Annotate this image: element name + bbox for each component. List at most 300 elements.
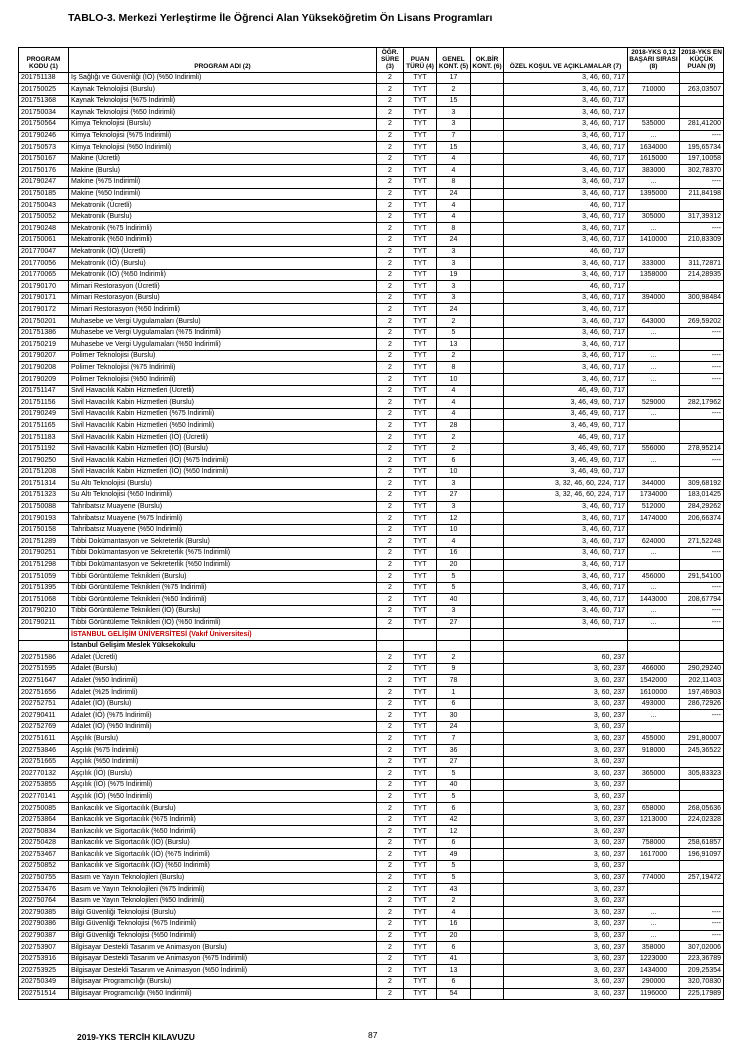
- cell-extra-quota: [471, 837, 504, 849]
- cell-min-score: [680, 304, 724, 316]
- cell-extra-quota: [471, 884, 504, 896]
- cell-min-score: 269,59202: [680, 316, 724, 328]
- cell-score-type: TYT: [404, 965, 437, 977]
- cell-extra-quota: [471, 965, 504, 977]
- cell-program-name: Mekatronik (İÖ) (Burslu): [69, 258, 377, 270]
- cell-success-rank: 1474000: [628, 513, 680, 525]
- cell-extra-quota: [471, 976, 504, 988]
- cell-score-type: TYT: [404, 791, 437, 803]
- cell-success-rank: 1634000: [628, 142, 680, 154]
- cell-success-rank: [628, 304, 680, 316]
- cell-conditions: 3, 60, 237: [504, 814, 628, 826]
- cell-program-name: Adalet (İÖ) (Burslu): [69, 698, 377, 710]
- cell-min-score: 278,95214: [680, 443, 724, 455]
- cell-score-type: TYT: [404, 687, 437, 699]
- cell-extra-quota: [471, 524, 504, 536]
- cell-general-quota: 3: [437, 258, 471, 270]
- cell-extra-quota: [471, 455, 504, 467]
- cell-duration: 2: [377, 316, 404, 328]
- cell-program-code: 201750052: [19, 211, 69, 223]
- cell-program-code: 201790172: [19, 304, 69, 316]
- table-row: [19, 687, 724, 699]
- cell-general-quota: 2: [437, 316, 471, 328]
- cell-score-type: TYT: [404, 188, 437, 200]
- cell-general-quota: 19: [437, 269, 471, 281]
- cell-duration: 2: [377, 988, 404, 1000]
- table-row: [19, 826, 724, 838]
- cell-general-quota: 54: [437, 988, 471, 1000]
- cell-min-score: [680, 721, 724, 733]
- cell-score-type: TYT: [404, 547, 437, 559]
- cell-program-name: Tıbbi Görüntüleme Teknikleri (%50 İndirimli): [69, 594, 377, 606]
- cell-program-code: 201750573: [19, 142, 69, 154]
- table-row: [19, 733, 724, 745]
- cell-program-name: Mimari Restorasyon (Ücretli): [69, 281, 377, 293]
- cell-conditions: 3, 46, 60, 717: [504, 211, 628, 223]
- cell-duration: 2: [377, 188, 404, 200]
- cell-program-name: Polimer Teknolojisi (%50 İndirimli): [69, 374, 377, 386]
- cell-min-score: 245,36522: [680, 745, 724, 757]
- cell-min-score: ----: [680, 605, 724, 617]
- cell-duration: 2: [377, 513, 404, 525]
- cell-conditions: 3, 46, 60, 717: [504, 339, 628, 351]
- cell-program-code: 201750061: [19, 234, 69, 246]
- cell-program-name: Adalet (%25 İndirimli): [69, 687, 377, 699]
- cell-program-name: Basım ve Yayın Teknolojileri (%75 İndirimli): [69, 884, 377, 896]
- cell-conditions: 60, 237: [504, 652, 628, 664]
- cell-duration: 2: [377, 327, 404, 339]
- cell-min-score: [680, 95, 724, 107]
- cell-program-code: 201750025: [19, 84, 69, 96]
- cell-score-type: TYT: [404, 814, 437, 826]
- cell-general-quota: 24: [437, 188, 471, 200]
- cell-extra-quota: [471, 652, 504, 664]
- cell-duration: 2: [377, 223, 404, 235]
- cell-min-score: 286,72926: [680, 698, 724, 710]
- cell-program-name: Mekatronik (%50 İndirimli): [69, 234, 377, 246]
- cell-success-rank: [628, 246, 680, 258]
- cell-extra-quota: [471, 258, 504, 270]
- cell-success-rank: ...: [628, 918, 680, 930]
- cell-conditions: 3, 60, 237: [504, 965, 628, 977]
- cell-general-quota: 15: [437, 95, 471, 107]
- cell-min-score: 211,84198: [680, 188, 724, 200]
- cell-program-name: Aşçılık (İÖ) (Burslu): [69, 768, 377, 780]
- cell-program-name: Tıbbi Görüntüleme Teknikleri (İÖ) (Burslu): [69, 605, 377, 617]
- cell-min-score: [680, 466, 724, 478]
- cell-conditions: 3, 46, 60, 717: [504, 362, 628, 374]
- cell-program-code: 202751586: [19, 652, 69, 664]
- table-row: [19, 339, 724, 351]
- cell-success-rank: 394000: [628, 292, 680, 304]
- cell-extra-quota: [471, 374, 504, 386]
- cell-extra-quota: [471, 756, 504, 768]
- cell-duration: 2: [377, 72, 404, 84]
- cell-program-code: 201790193: [19, 513, 69, 525]
- cell-extra-quota: [471, 362, 504, 374]
- table-row: [19, 165, 724, 177]
- cell-score-type: TYT: [404, 942, 437, 954]
- table-row: [19, 605, 724, 617]
- cell-duration: 2: [377, 455, 404, 467]
- cell-min-score: [680, 524, 724, 536]
- cell-duration: 2: [377, 860, 404, 872]
- table-row: [19, 72, 724, 84]
- cell-program-name: Bilgisayar Destekli Tasarım ve Animasyon (%50 İndirimli): [69, 965, 377, 977]
- cell-success-rank: ...: [628, 710, 680, 722]
- cell-success-rank: [628, 652, 680, 664]
- cell-conditions: 3, 46, 60, 717: [504, 223, 628, 235]
- cell-duration: 2: [377, 698, 404, 710]
- cell-success-rank: ...: [628, 362, 680, 374]
- cell-score-type: TYT: [404, 107, 437, 119]
- cell-min-score: [680, 246, 724, 258]
- cell-general-quota: 4: [437, 385, 471, 397]
- cell-extra-quota: [471, 211, 504, 223]
- cell-success-rank: ...: [628, 907, 680, 919]
- cell-success-rank: ...: [628, 374, 680, 386]
- cell-success-rank: ...: [628, 455, 680, 467]
- cell-score-type: TYT: [404, 721, 437, 733]
- cell-extra-quota: [471, 246, 504, 258]
- cell-extra-quota: [471, 698, 504, 710]
- cell-conditions: 3, 60, 237: [504, 698, 628, 710]
- cell-duration: 2: [377, 420, 404, 432]
- cell-program-name: Mekatronik (İÖ) (%50 İndirimli): [69, 269, 377, 281]
- cell-success-rank: 512000: [628, 501, 680, 513]
- cell-success-rank: ...: [628, 327, 680, 339]
- cell-program-name: Sivil Havacılık Kabin Hizmetleri (İÖ) (%75 İndirimli): [69, 455, 377, 467]
- cell-program-name: Tıbbi Görüntüleme Teknikleri (Burslu): [69, 571, 377, 583]
- cell-program-code: 202752751: [19, 698, 69, 710]
- cell-conditions: 46, 60, 717: [504, 200, 628, 212]
- table-row: [19, 176, 724, 188]
- cell-general-quota: [437, 629, 471, 641]
- cell-program-code: 202750764: [19, 895, 69, 907]
- cell-duration: 2: [377, 849, 404, 861]
- cell-conditions: 3, 60, 237: [504, 884, 628, 896]
- cell-min-score: 224,02328: [680, 814, 724, 826]
- footer-guide-title: 2019-YKS TERCİH KILAVUZU: [77, 1032, 195, 1042]
- cell-duration: 2: [377, 826, 404, 838]
- cell-general-quota: 3: [437, 246, 471, 258]
- cell-extra-quota: [471, 466, 504, 478]
- cell-score-type: TYT: [404, 350, 437, 362]
- table-row: [19, 768, 724, 780]
- cell-extra-quota: [471, 675, 504, 687]
- cell-success-rank: [628, 385, 680, 397]
- cell-min-score: ----: [680, 710, 724, 722]
- cell-min-score: 307,02006: [680, 942, 724, 954]
- cell-min-score: ----: [680, 176, 724, 188]
- cell-score-type: TYT: [404, 663, 437, 675]
- cell-success-rank: ...: [628, 176, 680, 188]
- cell-min-score: 311,72871: [680, 258, 724, 270]
- cell-duration: 2: [377, 582, 404, 594]
- cell-score-type: TYT: [404, 455, 437, 467]
- table-row: [19, 362, 724, 374]
- cell-success-rank: 535000: [628, 118, 680, 130]
- table-row: [19, 234, 724, 246]
- cell-conditions: [504, 629, 628, 641]
- cell-program-code: 201751368: [19, 95, 69, 107]
- cell-duration: 2: [377, 814, 404, 826]
- cell-conditions: 3, 46, 60, 717: [504, 258, 628, 270]
- cell-duration: 2: [377, 501, 404, 513]
- header-program-code: PROGRAM KODU (1): [19, 48, 69, 73]
- table-row: [19, 408, 724, 420]
- table-row: [19, 536, 724, 548]
- cell-general-quota: 8: [437, 176, 471, 188]
- table-row: [19, 211, 724, 223]
- page-number: 87: [368, 1030, 378, 1040]
- cell-duration: 2: [377, 165, 404, 177]
- cell-program-name: Tıbbi Görüntüleme Teknikleri (%75 İndirimli): [69, 582, 377, 594]
- cell-program-name: Bilgisayar Programcılığı (Burslu): [69, 976, 377, 988]
- cell-extra-quota: [471, 304, 504, 316]
- cell-program-code: 202753907: [19, 942, 69, 954]
- cell-duration: 2: [377, 478, 404, 490]
- cell-extra-quota: [471, 687, 504, 699]
- cell-success-rank: ...: [628, 350, 680, 362]
- cell-extra-quota: [471, 942, 504, 954]
- cell-program-code: 202751514: [19, 988, 69, 1000]
- cell-min-score: ----: [680, 408, 724, 420]
- cell-program-code: 201790250: [19, 455, 69, 467]
- cell-extra-quota: [471, 176, 504, 188]
- cell-duration: 2: [377, 756, 404, 768]
- cell-conditions: 3, 46, 60, 717: [504, 327, 628, 339]
- table-row: [19, 292, 724, 304]
- cell-program-name: Aşçılık (İÖ) (%50 İndirimli): [69, 791, 377, 803]
- cell-score-type: TYT: [404, 976, 437, 988]
- cell-conditions: 3, 46, 60, 717: [504, 188, 628, 200]
- cell-success-rank: [628, 791, 680, 803]
- cell-conditions: 3, 60, 237: [504, 803, 628, 815]
- table-row: [19, 976, 724, 988]
- cell-extra-quota: [471, 918, 504, 930]
- cell-conditions: 3, 46, 60, 717: [504, 350, 628, 362]
- cell-conditions: 3, 46, 60, 717: [504, 594, 628, 606]
- cell-program-code: 202753925: [19, 965, 69, 977]
- cell-score-type: TYT: [404, 316, 437, 328]
- cell-min-score: ----: [680, 918, 724, 930]
- cell-min-score: [680, 860, 724, 872]
- cell-program-name: Makine (Burslu): [69, 165, 377, 177]
- cell-program-code: 201750201: [19, 316, 69, 328]
- cell-program-code: 201790207: [19, 350, 69, 362]
- cell-general-quota: 6: [437, 698, 471, 710]
- cell-program-name: İş Sağlığı ve Güvenliği (İÖ) (%50 İndirimli): [69, 72, 377, 84]
- cell-duration: 2: [377, 547, 404, 559]
- cell-score-type: TYT: [404, 84, 437, 96]
- cell-min-score: ----: [680, 907, 724, 919]
- cell-min-score: 291,54100: [680, 571, 724, 583]
- cell-extra-quota: [471, 107, 504, 119]
- table-row: [19, 652, 724, 664]
- cell-duration: 2: [377, 292, 404, 304]
- cell-extra-quota: [471, 165, 504, 177]
- cell-program-code: 201751208: [19, 466, 69, 478]
- cell-extra-quota: [471, 907, 504, 919]
- cell-conditions: 3, 46, 60, 717: [504, 513, 628, 525]
- cell-min-score: ----: [680, 223, 724, 235]
- cell-success-rank: ...: [628, 930, 680, 942]
- school-row: [19, 640, 724, 652]
- cell-general-quota: 24: [437, 721, 471, 733]
- cell-score-type: [404, 640, 437, 652]
- cell-score-type: TYT: [404, 930, 437, 942]
- cell-success-rank: 774000: [628, 872, 680, 884]
- cell-duration: 2: [377, 779, 404, 791]
- table-row: [19, 281, 724, 293]
- cell-success-rank: 1615000: [628, 153, 680, 165]
- cell-extra-quota: [471, 536, 504, 548]
- cell-program-code: 201790246: [19, 130, 69, 142]
- cell-success-rank: [628, 524, 680, 536]
- cell-extra-quota: [471, 385, 504, 397]
- cell-program-code: 201790211: [19, 617, 69, 629]
- table-row: [19, 582, 724, 594]
- cell-conditions: 3, 60, 237: [504, 976, 628, 988]
- cell-score-type: TYT: [404, 872, 437, 884]
- cell-program-code: 202750755: [19, 872, 69, 884]
- cell-min-score: 197,46903: [680, 687, 724, 699]
- cell-program-code: 201751289: [19, 536, 69, 548]
- cell-extra-quota: [471, 617, 504, 629]
- cell-program-code: 202753864: [19, 814, 69, 826]
- cell-program-name: Sivil Havacılık Kabin Hizmetleri (İÖ) (%50 İndirimli): [69, 466, 377, 478]
- cell-general-quota: 12: [437, 513, 471, 525]
- table-row: [19, 791, 724, 803]
- cell-duration: 2: [377, 176, 404, 188]
- cell-duration: 2: [377, 918, 404, 930]
- cell-duration: 2: [377, 976, 404, 988]
- cell-general-quota: 78: [437, 675, 471, 687]
- cell-score-type: TYT: [404, 652, 437, 664]
- cell-program-name: Mekatronik (%75 İndirimli): [69, 223, 377, 235]
- cell-success-rank: [628, 559, 680, 571]
- cell-program-name: Bankacılık ve Sigortacılık (%75 İndirimli): [69, 814, 377, 826]
- cell-success-rank: [628, 779, 680, 791]
- cell-program-name: Kaynak Teknolojisi (%75 İndirimli): [69, 95, 377, 107]
- cell-duration: 2: [377, 768, 404, 780]
- cell-min-score: 271,52248: [680, 536, 724, 548]
- table-row: [19, 420, 724, 432]
- cell-score-type: TYT: [404, 582, 437, 594]
- cell-general-quota: 40: [437, 779, 471, 791]
- cell-extra-quota: [471, 339, 504, 351]
- cell-duration: 2: [377, 536, 404, 548]
- cell-program-code: 201751183: [19, 432, 69, 444]
- cell-success-rank: ...: [628, 130, 680, 142]
- cell-success-rank: 1395000: [628, 188, 680, 200]
- cell-program-code: 201751165: [19, 420, 69, 432]
- cell-success-rank: 466000: [628, 663, 680, 675]
- cell-extra-quota: [471, 559, 504, 571]
- cell-score-type: TYT: [404, 200, 437, 212]
- table-row: [19, 710, 724, 722]
- cell-program-name: Makine (Ücretli): [69, 153, 377, 165]
- cell-general-quota: 3: [437, 292, 471, 304]
- cell-duration: 2: [377, 211, 404, 223]
- cell-min-score: 263,03507: [680, 84, 724, 96]
- cell-success-rank: 1617000: [628, 849, 680, 861]
- cell-general-quota: 4: [437, 200, 471, 212]
- table-row: [19, 350, 724, 362]
- cell-score-type: TYT: [404, 153, 437, 165]
- cell-score-type: TYT: [404, 95, 437, 107]
- cell-duration: 2: [377, 605, 404, 617]
- cell-program-code: 202753846: [19, 745, 69, 757]
- cell-program-code: 201790209: [19, 374, 69, 386]
- table-row: [19, 872, 724, 884]
- cell-general-quota: 5: [437, 571, 471, 583]
- cell-program-code: 202750852: [19, 860, 69, 872]
- cell-success-rank: ...: [628, 582, 680, 594]
- cell-conditions: [504, 640, 628, 652]
- cell-score-type: TYT: [404, 698, 437, 710]
- cell-general-quota: 5: [437, 582, 471, 594]
- cell-score-type: TYT: [404, 733, 437, 745]
- cell-duration: 2: [377, 432, 404, 444]
- cell-extra-quota: [471, 292, 504, 304]
- cell-general-quota: 41: [437, 953, 471, 965]
- cell-success-rank: 658000: [628, 803, 680, 815]
- cell-success-rank: 624000: [628, 536, 680, 548]
- table-row: [19, 443, 724, 455]
- cell-min-score: 223,36789: [680, 953, 724, 965]
- cell-program-code: [19, 629, 69, 641]
- cell-program-name: Mimari Restorasyon (Burslu): [69, 292, 377, 304]
- cell-program-code: 201770065: [19, 269, 69, 281]
- cell-min-score: [680, 756, 724, 768]
- cell-extra-quota: [471, 571, 504, 583]
- cell-duration: 2: [377, 118, 404, 130]
- cell-conditions: 3, 46, 60, 717: [504, 130, 628, 142]
- cell-min-score: [680, 640, 724, 652]
- cell-duration: 2: [377, 617, 404, 629]
- cell-program-name: Muhasebe ve Vergi Uygulamaları (Burslu): [69, 316, 377, 328]
- cell-general-quota: 17: [437, 72, 471, 84]
- cell-conditions: 3, 46, 49, 60, 717: [504, 420, 628, 432]
- cell-score-type: TYT: [404, 571, 437, 583]
- cell-min-score: [680, 629, 724, 641]
- cell-general-quota: 5: [437, 872, 471, 884]
- cell-program-name: İSTANBUL GELİŞİM ÜNİVERSİTESİ (Vakıf Üniversitesi): [69, 629, 377, 641]
- cell-min-score: 214,28935: [680, 269, 724, 281]
- cell-score-type: TYT: [404, 826, 437, 838]
- cell-extra-quota: [471, 872, 504, 884]
- cell-success-rank: [628, 420, 680, 432]
- cell-duration: 2: [377, 930, 404, 942]
- cell-min-score: 196,91097: [680, 849, 724, 861]
- cell-general-quota: 6: [437, 942, 471, 954]
- cell-general-quota: 42: [437, 814, 471, 826]
- university-row: [19, 629, 724, 641]
- table-row: [19, 930, 724, 942]
- cell-extra-quota: [471, 710, 504, 722]
- cell-score-type: TYT: [404, 176, 437, 188]
- cell-conditions: 3, 46, 49, 60, 717: [504, 466, 628, 478]
- cell-program-name: Muhasebe ve Vergi Uygulamaları (%50 İndirimli): [69, 339, 377, 351]
- cell-score-type: TYT: [404, 710, 437, 722]
- cell-success-rank: [628, 640, 680, 652]
- cell-general-quota: 10: [437, 524, 471, 536]
- cell-program-name: Bilgi Güvenliği Teknolojisi (Burslu): [69, 907, 377, 919]
- cell-general-quota: 27: [437, 617, 471, 629]
- cell-conditions: 3, 46, 49, 60, 717: [504, 408, 628, 420]
